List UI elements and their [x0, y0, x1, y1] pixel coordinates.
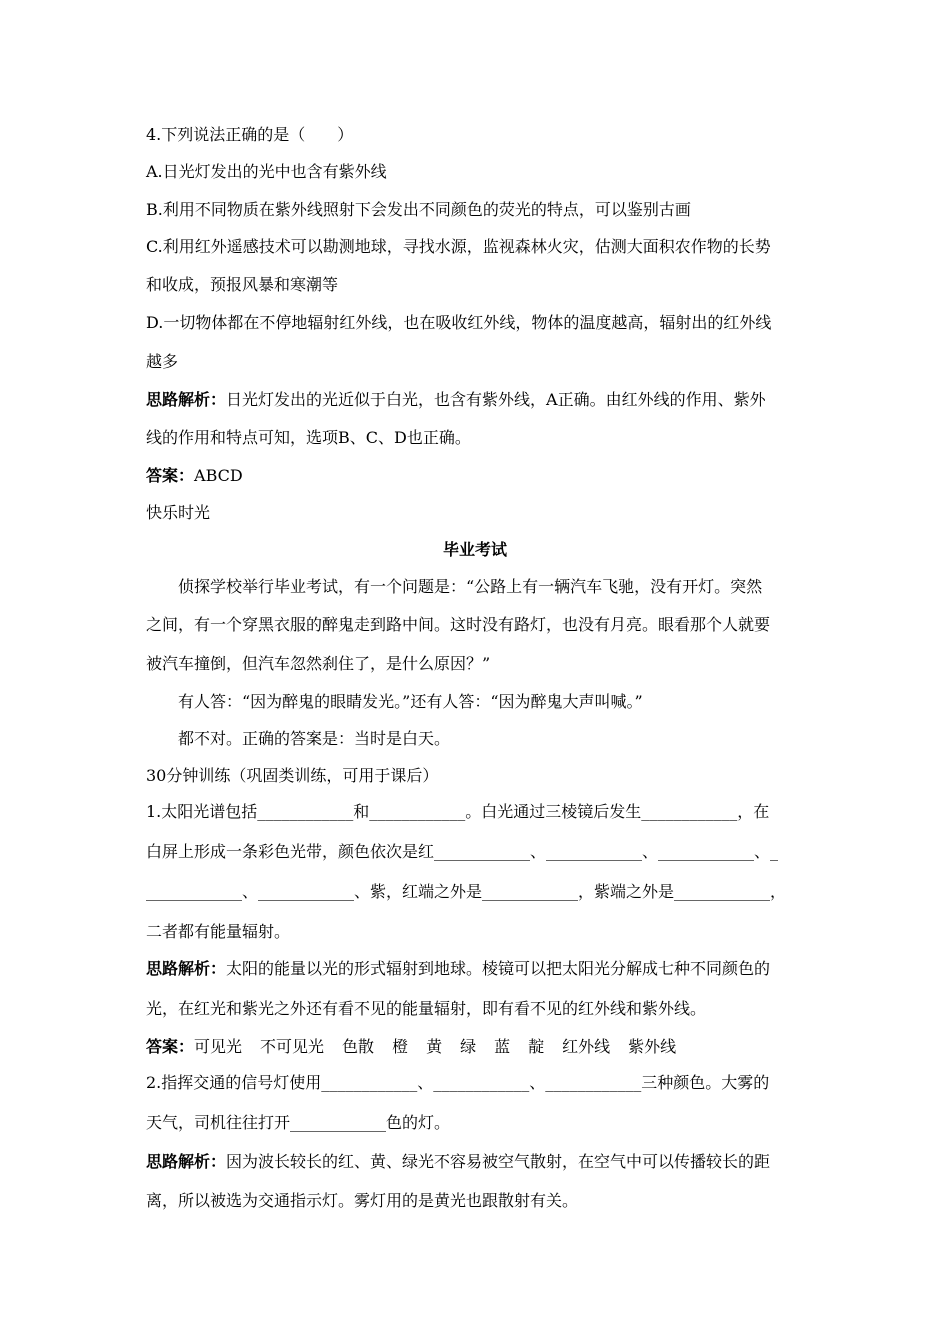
- q2-line2: 天气，司机往往打开____________色的灯。: [146, 1113, 451, 1132]
- q4-option-c-line2: 和收成，预报风暴和寒潮等: [146, 275, 339, 294]
- q4-option-d-line2: 越多: [146, 352, 179, 371]
- story-title: 毕业考试: [442, 540, 507, 559]
- story-paragraph1-line3: 被汽车撞倒，但汽车忽然刹住了，是什么原因？”: [146, 654, 491, 673]
- answer-label: 答案：: [146, 1037, 195, 1056]
- q2-analysis-line2: 离，所以被选为交通指示灯。雾灯用的是黄光也跟散射有关。: [146, 1191, 579, 1210]
- answer-item: 可见光: [194, 1037, 243, 1056]
- training-heading: 30分钟训练（巩固类训练，可用于课后）: [146, 766, 439, 785]
- q4-answer: [146, 466, 243, 486]
- q4-option-c-line1: C.利用红外遥感技术可以勘测地球，寻找水源，监视森林火灾，估测大面积农作物的长势: [146, 237, 771, 256]
- answer-item: 不可见光: [260, 1037, 325, 1056]
- q1-answer: [146, 1037, 676, 1057]
- answer-item: 绿: [460, 1037, 477, 1056]
- q1-analysis-line1: [146, 959, 770, 979]
- q4-analysis-line1: [146, 390, 766, 410]
- analysis-label: 思路解析：: [146, 1152, 227, 1171]
- analysis-text: 太阳的能量以光的形式辐射到地球。棱镜可以把太阳光分解成七种不同颜色的: [226, 959, 771, 978]
- story-paragraph2: 有人答：“因为醉鬼的眼睛发光。”还有人答：“因为醉鬼大声叫喊。”: [178, 692, 643, 711]
- story-paragraph1-line1: 侦探学校举行毕业考试，有一个问题是：“公路上有一辆汽车飞驰，没有开灯。突然: [178, 577, 763, 596]
- q1-line3: ____________、____________、紫，红端之外是____________，紫端之外是____________，: [146, 882, 787, 901]
- analysis-label: 思路解析：: [146, 959, 227, 978]
- q4-option-a: A.日光灯发出的光中也含有紫外线: [146, 162, 387, 181]
- answer-item: 靛: [528, 1037, 545, 1056]
- answer-item: 黄: [426, 1037, 443, 1056]
- q4-stem: 4.下列说法正确的是（ ）: [146, 125, 354, 144]
- q2-analysis-line1: [146, 1152, 770, 1172]
- q1-line1: 1.太阳光谱包括____________和____________。白光通过三棱镜后发生____________，在: [146, 802, 770, 821]
- q1-line4: 二者都有能量辐射。: [146, 922, 291, 941]
- q4-option-d-line1: D.一切物体都在不停地辐射红外线，也在吸收红外线，物体的温度越高，辐射出的红外线: [146, 313, 772, 332]
- answer-list: [194, 1037, 676, 1056]
- analysis-text: 因为波长较长的红、黄、绿光不容易被空气散射，在空气中可以传播较长的距: [226, 1152, 771, 1171]
- analysis-label: 思路解析：: [146, 390, 227, 409]
- story-paragraph1-line2: 之间，有一个穿黑衣服的醉鬼走到路中间。这时没有路灯，也没有月亮。眼看那个人就要: [146, 615, 771, 634]
- q1-line2: 白屏上形成一条彩色光带，颜色依次是红____________、____________、____________、_: [146, 842, 779, 861]
- q1-analysis-line2: 光，在红光和紫光之外还有看不见的能量辐射，即有看不见的红外线和紫外线。: [146, 999, 707, 1018]
- answer-item: 红外线: [562, 1037, 611, 1056]
- answer-label: 答案：: [146, 466, 195, 485]
- q4-option-b: B.利用不同物质在紫外线照射下会发出不同颜色的荧光的特点，可以鉴别古画: [146, 200, 691, 219]
- section-title-happy-time: 快乐时光: [146, 503, 211, 522]
- q4-analysis-line2: 线的作用和特点可知，选项B、C、D也正确。: [146, 428, 471, 447]
- answer-item: 色散: [342, 1037, 375, 1056]
- analysis-text: 日光灯发出的光近似于白光，也含有紫外线，A正确。由红外线的作用、紫外: [226, 390, 766, 409]
- answer-item: 蓝: [494, 1037, 511, 1056]
- story-paragraph3: 都不对。正确的答案是：当时是白天。: [178, 729, 451, 748]
- q2-line1: 2.指挥交通的信号灯使用____________、____________、____________三种颜色。大雾的: [146, 1073, 770, 1092]
- answer-item: 紫外线: [628, 1037, 677, 1056]
- answer-text: ABCD: [194, 466, 243, 485]
- answer-item: 橙: [392, 1037, 409, 1056]
